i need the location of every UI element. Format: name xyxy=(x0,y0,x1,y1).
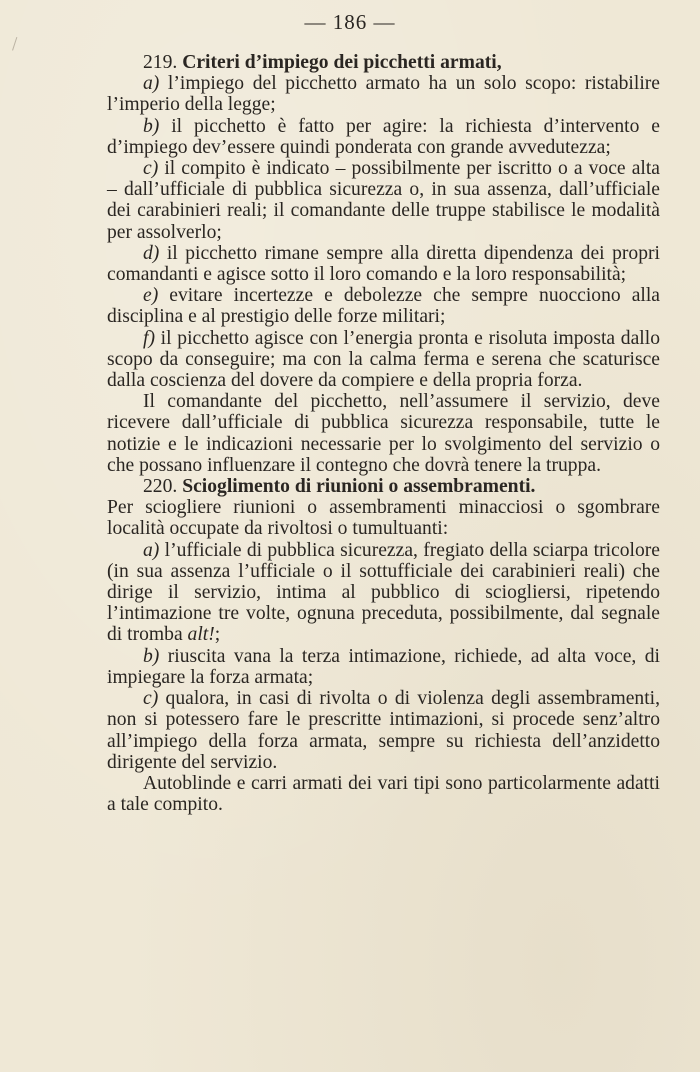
item-letter: d) xyxy=(143,242,160,264)
section-219-item-c xyxy=(107,158,660,243)
section-219-item-a xyxy=(107,73,660,115)
section-219-number: 219. xyxy=(143,52,178,73)
section-219-item-d xyxy=(107,243,660,285)
section-219-item-b xyxy=(107,116,660,158)
item-letter: a) xyxy=(143,73,160,95)
item-text: il picchetto rimane sempre alla diretta dipendenza dei propri comandanti e agisce sotto il loro comando e la loro responsabilità; xyxy=(107,242,660,286)
item-text: il compito è indicato – possibilmente per iscritto o a voce alta – dall’ufficiale di pubblica sicurezza o, in sua assenza, dall’ufficiale dei carabinieri reali; il comandante delle truppe stabilisce le modalità per assolverlo; xyxy=(107,158,660,243)
item-text: evitare incertezze e debolezze che sempre nuocciono alla disciplina e al prestigio delle forze militari; xyxy=(107,285,660,328)
item-letter: c) xyxy=(143,158,159,180)
section-219-closing-paragraph: Il comandante del picchetto, nell’assumere il servizio, deve ricevere dall’ufficiale di pubblica sicurezza responsabile, tutte le notizie e le indicazioni necessarie per lo svolgimento del servizio o che possano influenzare il contegno che dovrà tenere la truppa. xyxy=(107,391,660,476)
section-220-item-b xyxy=(107,646,660,688)
item-text: l’impiego del picchetto armato ha un solo scopo: ristabilire l’imperio della legge; xyxy=(107,73,660,116)
page-number: — 186 — xyxy=(304,10,396,34)
section-219-heading xyxy=(107,52,660,73)
item-letter: a) xyxy=(143,539,160,561)
margin-pencil-mark xyxy=(12,37,25,53)
item-text: l’ufficiale di pubblica sicurezza, fregiato della sciarpa tricolore (in sua assenza l’ufficiale o il sottufficiale dei carabinieri reali) che dirige il servizio, intima al pubblico di sciogliersi, ripetendo l’intimazione tre volte, ognuna preceduta, possibilmente, dal segnale di tromba xyxy=(107,539,660,646)
section-220-item-c xyxy=(107,688,660,773)
section-220-item-a xyxy=(107,540,660,646)
item-text: il picchetto è fatto per agire: la richiesta d’intervento e d’impiego dev’essere quindi ponderata con grande avvedutezza; xyxy=(107,115,660,158)
section-220-heading xyxy=(107,476,660,497)
item-text: il picchetto agisce con l’energia pronta e risoluta imposta dallo scopo da conseguire; ma con la calma ferma e serena che scaturisce dalla coscienza del dovere da compiere e della propria forza. xyxy=(107,327,660,392)
item-text-end: ; xyxy=(214,624,221,646)
item-letter: f) xyxy=(143,327,155,349)
section-220-number: 220. xyxy=(143,476,178,498)
trumpet-signal: alt! xyxy=(187,624,215,646)
item-text: qualora, in casi di rivolta o di violenza degli assembramenti, non si potessero fare le prescritte intimazioni, si procede senz’altro all’impiego della forza armata, sempre su richiesta dell’anzidetto dirigente del servizio. xyxy=(107,688,660,773)
section-220-closing-paragraph: Autoblinde e carri armati dei vari tipi sono particolarmente adatti a tale compito. xyxy=(107,772,660,816)
section-219-item-f xyxy=(107,328,660,392)
item-letter: b) xyxy=(143,115,160,137)
section-219-title: Criteri d’impiego dei picchetti armati, xyxy=(182,52,502,73)
section-219-item-e xyxy=(107,285,660,327)
item-letter: c) xyxy=(143,688,159,710)
item-letter: e) xyxy=(143,285,159,307)
item-letter: b) xyxy=(143,645,160,667)
item-text: riuscita vana la terza intimazione, richiede, ad alta voce, di impiegare la forza armata; xyxy=(107,645,660,688)
section-220-intro: Per sciogliere riunioni o assembramenti minacciosi o sgombrare località occupate da rivoltosi o tumultuanti: xyxy=(107,497,660,540)
page-text xyxy=(107,52,660,815)
section-220-title: Scioglimento di riunioni o assembramenti. xyxy=(182,476,536,498)
